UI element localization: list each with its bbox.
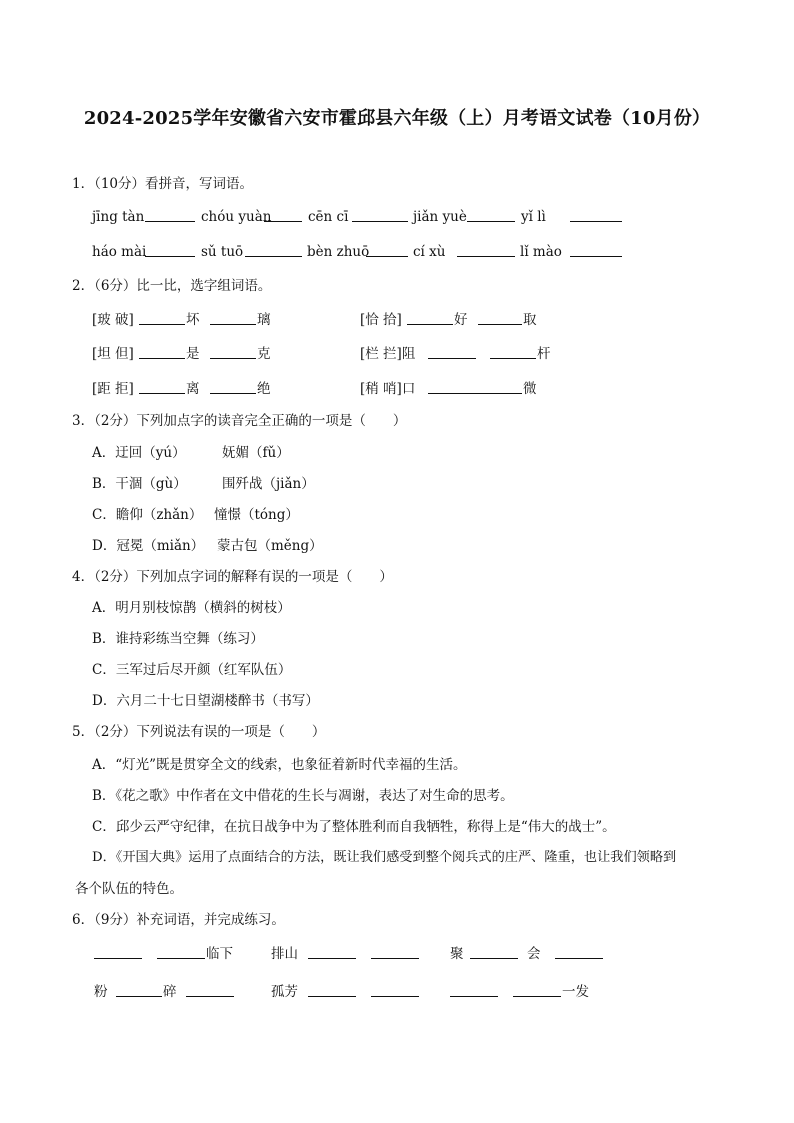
- answer-blank[interactable]: [116, 982, 162, 997]
- pinyin-7: sǔ tuō: [201, 244, 244, 260]
- char: 微: [523, 381, 537, 397]
- answer-blank[interactable]: [478, 310, 522, 325]
- answer-blank[interactable]: [94, 944, 142, 959]
- answer-blank[interactable]: [371, 982, 419, 997]
- answer-blank[interactable]: [308, 982, 356, 997]
- answer-blank[interactable]: [513, 982, 561, 997]
- answer-blank[interactable]: [366, 242, 408, 257]
- option-word: 憧憬（tóng）: [214, 507, 299, 523]
- word-part: 一发: [562, 984, 589, 1000]
- answer-blank[interactable]: [139, 344, 185, 359]
- q3-stem: 3．（2分）下列加点字的读音完全正确的一项是（ ）: [72, 413, 407, 429]
- char: 取: [523, 312, 537, 328]
- answer-blank[interactable]: [407, 310, 453, 325]
- word-part: 碎: [163, 984, 177, 1000]
- answer-blank[interactable]: [245, 242, 302, 257]
- q5-option-a[interactable]: A．“灯光”既是贯穿全文的线索，也象征着新时代幸福的生活。: [92, 757, 467, 773]
- option-label: B．干涸（gù）: [92, 476, 187, 492]
- q4-option-b[interactable]: B．谁持彩练当空舞（练习）: [92, 631, 264, 647]
- answer-blank[interactable]: [467, 207, 515, 222]
- pinyin-9: cí xù: [413, 244, 446, 260]
- option-label: A．迂回（yú）: [92, 445, 186, 461]
- answer-blank[interactable]: [457, 242, 515, 257]
- answer-blank[interactable]: [264, 207, 302, 222]
- word-part: 排山: [271, 946, 298, 962]
- answer-blank[interactable]: [308, 944, 356, 959]
- char: 克: [257, 346, 271, 362]
- q4-option-a[interactable]: A．明月别枝惊鹊（横斜的树枝）: [92, 600, 291, 616]
- char: 是: [186, 346, 200, 362]
- answer-blank[interactable]: [145, 242, 195, 257]
- q4-option-c[interactable]: C．三军过后尽开颜（红军队伍）: [92, 662, 292, 678]
- answer-blank[interactable]: [570, 242, 622, 257]
- answer-blank[interactable]: [139, 310, 185, 325]
- word-part: 会: [527, 946, 541, 962]
- word-part: 聚: [450, 946, 464, 962]
- answer-blank[interactable]: [186, 982, 234, 997]
- char-pair: [玻 破]: [92, 312, 134, 328]
- answer-blank[interactable]: [139, 379, 185, 394]
- page-title: 2024-2025学年安徽省六安市霍邱县六年级（上）月考语文试卷（10月份）: [83, 108, 711, 129]
- char-pair: [稍 哨]口: [360, 381, 416, 397]
- char: 璃: [257, 312, 271, 328]
- word-part: 孤芳: [271, 984, 298, 1000]
- option-word: 围歼战（jiǎn）: [222, 476, 315, 492]
- char: 好: [454, 312, 468, 328]
- char: 绝: [257, 381, 271, 397]
- char-pair: [栏 拦]阻: [360, 346, 416, 362]
- q5-option-d[interactable]: D．《开国大典》运用了点面结合的方法，既让我们感受到整个阅兵式的庄严、隆重，也让我们领略到: [92, 850, 677, 865]
- word-part: 临下: [206, 946, 233, 962]
- pinyin-6: háo mài: [92, 244, 147, 260]
- pinyin-8: bèn zhuō: [307, 244, 370, 260]
- char: 杆: [537, 346, 551, 362]
- q4-stem: 4．（2分）下列加点字词的解释有误的一项是（ ）: [72, 569, 393, 585]
- pinyin-4: jiǎn yuè: [413, 209, 467, 225]
- q5-option-c[interactable]: C．邱少云严守纪律，在抗日战争中为了整体胜利而自我牺牲，称得上是“伟大的战士”。: [92, 819, 616, 835]
- answer-blank[interactable]: [210, 379, 256, 394]
- answer-blank[interactable]: [470, 944, 518, 959]
- answer-blank[interactable]: [157, 944, 205, 959]
- answer-blank[interactable]: [555, 944, 603, 959]
- word-part: 粉: [94, 984, 108, 1000]
- pinyin-2: chóu yuàn: [201, 209, 272, 225]
- pinyin-5: yǐ lì: [521, 209, 546, 225]
- answer-blank[interactable]: [210, 344, 256, 359]
- answer-blank[interactable]: [570, 207, 622, 222]
- answer-blank[interactable]: [371, 944, 419, 959]
- q5-option-d-continued: 各个队伍的特色。: [75, 881, 183, 897]
- option-word: 蒙古包（měng）: [217, 538, 323, 554]
- answer-blank[interactable]: [428, 344, 476, 359]
- option-label: C．瞻仰（zhǎn）: [92, 507, 203, 523]
- answer-blank[interactable]: [352, 207, 408, 222]
- pinyin-3: cēn cī: [308, 209, 349, 225]
- answer-blank[interactable]: [145, 207, 195, 222]
- pinyin-10: lǐ mào: [520, 244, 562, 260]
- q5-option-b[interactable]: B．《花之歌》中作者在文中借花的生长与凋谢，表达了对生命的思考。: [92, 788, 514, 804]
- q6-stem: 6．（9分）补充词语，并完成练习。: [72, 912, 285, 928]
- q4-option-d[interactable]: D．六月二十七日望湖楼醉书（书写）: [92, 693, 319, 709]
- q5-stem: 5．（2分）下列说法有误的一项是（ ）: [72, 724, 326, 740]
- char: 离: [186, 381, 200, 397]
- q1-stem: 1．（10分）看拼音，写词语。: [72, 176, 254, 192]
- char: 坏: [186, 312, 200, 328]
- answer-blank[interactable]: [210, 310, 256, 325]
- option-word: 妩媚（fǔ）: [222, 445, 290, 461]
- answer-blank[interactable]: [428, 379, 522, 394]
- answer-blank[interactable]: [490, 344, 536, 359]
- char-pair: [距 拒]: [92, 381, 134, 397]
- char-pair: [坦 但]: [92, 346, 134, 362]
- answer-blank[interactable]: [450, 982, 498, 997]
- pinyin-1: jīng tàn: [92, 209, 145, 225]
- char-pair: [恰 拾]: [360, 312, 402, 328]
- q2-stem: 2．（6分）比一比，选字组词语。: [72, 278, 272, 294]
- option-label: D．冠冕（miǎn）: [92, 538, 205, 554]
